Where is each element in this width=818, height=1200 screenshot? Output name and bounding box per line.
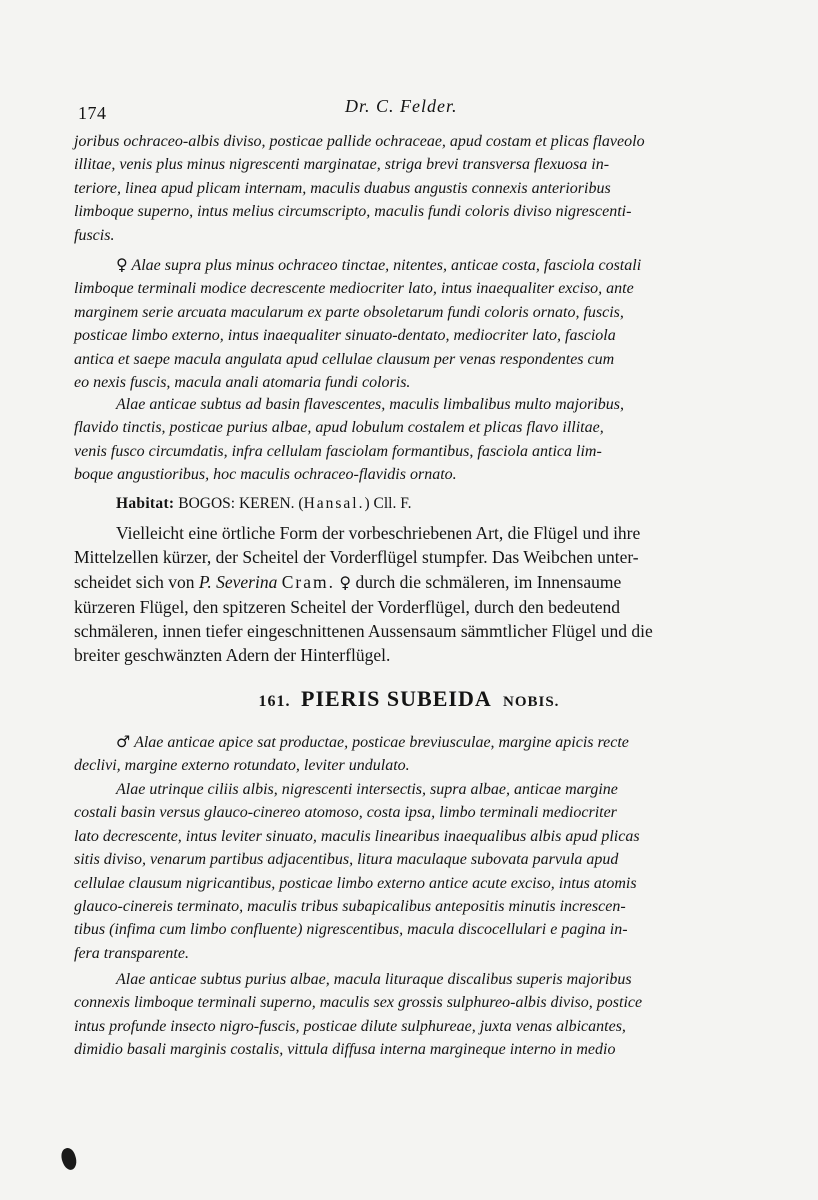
text-line: marginem serie arcuata macularum ex parte obsoletarum fundi coloris ornato, fuscis, bbox=[74, 303, 624, 321]
text-line: connexis limboque terminali superno, maculis sex grossis sulphureo-albis diviso, postice bbox=[74, 994, 643, 1012]
text-line: illitae, venis plus minus nigrescenti marginatae, striga brevi transversa flexuosa in- bbox=[74, 156, 610, 174]
text-line: tibus (infima cum limbo confluente) nigrescentibus, macula discocellulari e pagina in- bbox=[74, 921, 628, 939]
habitat-collector: Hansal. bbox=[303, 495, 365, 512]
text-line: limboque terminali modice decrescente mediocriter lato, intus inaequaliter exciso, ante bbox=[74, 280, 634, 298]
male-symbol: ♂ bbox=[116, 732, 131, 751]
text-line: glauco-cinereis terminato, maculis tribus subapicalibus antepositis minutis increscen- bbox=[74, 898, 626, 916]
habitat-label: Habitat: bbox=[116, 495, 175, 512]
text-line: Vielleicht eine örtliche Form der vorbeschriebenen Art, die Flügel und ihre bbox=[116, 523, 641, 543]
text-line: limboque superno, intus melius circumscripto, maculis fundi coloris diviso nigrescenti- bbox=[74, 203, 632, 221]
habitat-collection: Cll. F. bbox=[373, 495, 412, 512]
species-number: 161. bbox=[258, 693, 291, 710]
text-line: costali basin versus glauco-cinereo atomoso, costa ipsa, limbo terminali mediocriter bbox=[74, 804, 617, 822]
underside-description bbox=[74, 393, 754, 487]
text-line: ♂ Alae anticae apice sat productae, posticae breviusculae, margine apicis recte bbox=[116, 732, 629, 751]
text-line: posticae limbo externo, intus inaequaliter sinuato-dentato, mediocriter lato, fasciola bbox=[74, 327, 616, 345]
species-reference: P. Severina bbox=[198, 571, 278, 592]
text-line: intus profunde insecto nigro-fuscis, posticae dilute sulphureae, juxta venas albicantes, bbox=[74, 1017, 626, 1035]
text-line: eo nexis fuscis, macula anali atomaria fundi coloris. bbox=[74, 374, 411, 392]
text-line: Alae utrinque ciliis albis, nigrescenti intersectis, supra albae, anticae margine bbox=[116, 781, 618, 798]
upperside-description bbox=[74, 778, 754, 965]
species-name: PIERIS SUBEIDA bbox=[301, 686, 491, 711]
text-line: Mittelzellen kürzer, der Scheitel der Vorderflügel stumpfer. Das Weibchen unter- bbox=[74, 547, 639, 568]
description-continuation bbox=[74, 130, 754, 247]
text-line: lato decrescente, intus leviter sinuato, maculis linearibus inaequalibus albis apud plicas bbox=[74, 827, 640, 845]
text-line: venis fusco circumdatis, infra cellulam fasciolam formantibus, fasciola antica lim- bbox=[74, 442, 602, 460]
underside-description-2 bbox=[74, 968, 754, 1062]
text-line: Alae anticae subtus purius albae, macula lituraque discalibus superis majoribus bbox=[116, 971, 632, 988]
german-remarks bbox=[74, 521, 754, 668]
text-line: dimidio basali marginis costalis, vittula diffusa interna margineque interno in medio bbox=[74, 1041, 616, 1059]
habitat-place: BOGOS: KEREN. bbox=[178, 495, 295, 512]
text-line: fuscis. bbox=[74, 226, 115, 244]
text-line: fera transparente. bbox=[74, 944, 189, 962]
text-line: flavido tinctis, posticae purius albae, apud lobulum costalem et plicas flavo illitae, bbox=[74, 419, 604, 437]
species-author: NOBIS. bbox=[503, 694, 560, 710]
ink-smudge bbox=[59, 1146, 80, 1171]
text-line: scheidet sich von P. Severina Cram. ♀ durch die schmäleren, im Innensaume bbox=[74, 571, 622, 592]
text-line: breiter geschwänzten Adern der Hinterflügel. bbox=[74, 645, 391, 666]
running-head: Dr. C. Felder. bbox=[345, 96, 458, 116]
text-line: schmäleren, innen tiefer eingeschnittenen Aussensaum sämmtlicher Flügel und die bbox=[74, 621, 653, 642]
text-line: teriore, linea apud plicam internam, maculis duabus angustis connexis anterioribus bbox=[74, 179, 611, 197]
text-line: sitis diviso, venarum partibus adjacentibus, litura maculaque subovata parvula apud bbox=[74, 851, 619, 869]
female-symbol: ♀ bbox=[339, 572, 352, 592]
male-description bbox=[74, 730, 754, 778]
text-line: boque angustioribus, hoc maculis ochraceo-flavidis ornato. bbox=[74, 466, 457, 484]
habitat-line: Habitat: BOGOS: KEREN. (Hansal.) Cll. F. bbox=[116, 495, 412, 512]
text-line: joribus ochraceo-albis diviso, posticae pallide ochraceae, apud costam et plicas flaveolo bbox=[74, 133, 645, 150]
female-symbol: ♀ bbox=[116, 255, 128, 274]
text-line: kürzeren Flügel, den spitzeren Scheitel der Vorderflügel, durch den bedeutend bbox=[74, 596, 621, 617]
species-heading bbox=[0, 686, 818, 712]
page-number: 174 bbox=[78, 103, 107, 123]
female-description bbox=[74, 253, 754, 394]
text-line: ♀ Alae supra plus minus ochraceo tinctae, nitentes, anticae costa, fasciola costali bbox=[116, 255, 642, 274]
text-line: antica et saepe macula angulata apud cellulae clausum per venas respondentes cum bbox=[74, 350, 615, 368]
text-line: Alae anticae subtus ad basin flavescentes, maculis limbalibus multo majoribus, bbox=[116, 396, 624, 413]
text-line: cellulae clausum nigricantibus, posticae limbo externo antice acute exciso, intus atomis bbox=[74, 874, 637, 892]
author-reference: Cram. bbox=[281, 571, 335, 592]
text-line: declivi, margine externo rotundato, leviter undulato. bbox=[74, 757, 410, 775]
